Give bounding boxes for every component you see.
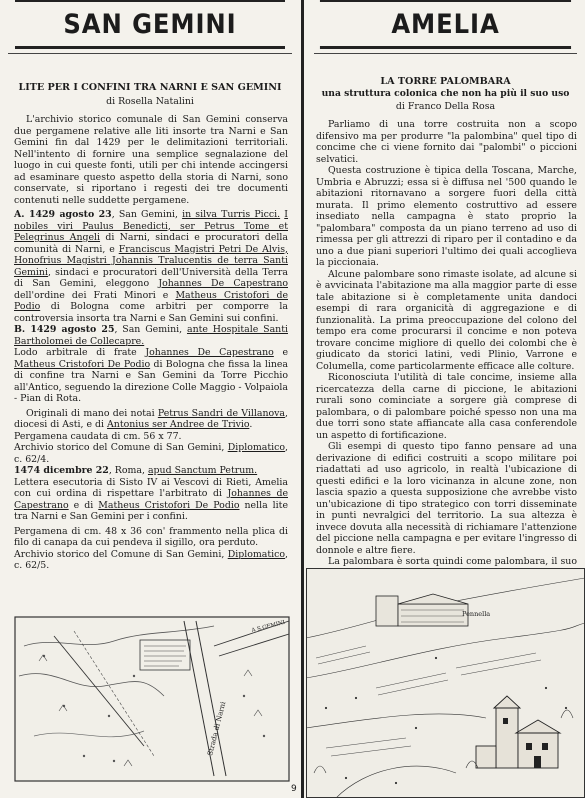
article-subtitle-right: una struttura colonica che non ha più il suo uso: [321, 88, 570, 99]
paragraph-5: Gli esempi di questo tipo fanno pensare ad una derivazione di edifici costruiti a scopo militare poi riadattati ad uso agricolo, in realtà l'ubicazione di questi edifici e la loro vicinanza in alcune zone, non lascia spazio a questa supposizione che avrebbe visto un'ubicazione di tipo strategico con torri disseminate in punti nevralgici del territorio. La sua altezza è invece dovuta alla necessità di richiamare l'attenzione del piccione nella campagna e per evitare l'ingresso di donnole e altre fiere.: [316, 441, 577, 556]
article-author-left: di Rosella Natalini: [106, 96, 194, 107]
originals-note: Originali di mano dei notai Petrus Sandri de Villanova, diocesi di Asti, e di Antonius ser Andree de Trivio.: [14, 407, 289, 430]
document-c: 1474 dicembre 22, Roma, apud Sanctum Petrum.: [14, 465, 258, 476]
document-b-body: Lodo arbitrale di frate Johannes De Capestrano e Matheus Cristofori De Podio di Bologna che fissa la linea di confine tra Narni e San Gemini da Torre Picchio all'Antico, seguendo la direzione Colle Maggio - Volpaiola - Pian di Rota.: [14, 347, 289, 404]
archive-ref-1: Archivio storico del Comune di San Gemini, Diplomatico, c. 62/4.: [14, 442, 288, 465]
article-body-left: [0, 114, 300, 572]
banner-rule: [8, 53, 292, 54]
paragraph-1: Parliamo di una torre costruita non a scopo difensivo ma per produrre "la palombina" quel tipo di concime che ci viene fornito dai "palombi" o piccioni selvatici.: [316, 119, 577, 165]
document-c-body: Lettera esecutoria di Sisto IV ai Vescovi di Rieti, Amelia con cui ordina di rispettare l'arbitrato di Johannes de Capestrano e di Matheus Cristofori De Podio nella lite tra Narni e San Gemini per i confini.: [14, 476, 288, 522]
intro-paragraph: L'archivio storico comunale di San Gemini conserva due pergamene relative alle liti insorte tra Narni e San Gemini fin dal 1429 per le delimitazioni territoriali. Nell'intento di fornire una semplice segnalazione del luogo in cui queste fonti, utili per chi intende accingersi ad esaminare questo aspetto della storia di Narni, sono conservate, si riportano i regesti dei tre documenti contenuti nelle suddette pergamene.: [14, 114, 288, 206]
column-divider: [301, 0, 304, 798]
paragraph-4: Riconosciuta l'utilità di tale concime, insieme alla ricercatezza della carne di piccione, le abitazioni rurali sono cominciate a sorgere già comprese di palombara, o di palombare poiché spesso non una ma due torri sono state affiancate alla casa conferendole un aspetto di fortificazione.: [316, 372, 577, 441]
banner-rule: [314, 53, 577, 54]
section-banner-san-gemini: SAN GEMINI: [15, 0, 285, 49]
drawing-label-pennella: Pennella: [462, 610, 491, 618]
boundary-map-sketch: [14, 616, 290, 782]
paragraph-2: Questa costruzione è tipica della Toscana, Marche, Umbria e Abruzzi; essa si è diffusa nel '500 quando le abitazioni ritornavano a sorgere fuori della città murata. Il primo elemento costruttivo ad essere insediato nella campagna è stato proprio la "palombara" composta da un piano terreno ad uso di rimessa per gli attrezzi di riparo per il contadino e da uno a due piani superiori l'ultimo dei quali accoglieva la piccionaia.: [316, 165, 577, 268]
article-title-left: LITE PER I CONFINI TRA NARNI E SAN GEMINI: [18, 82, 282, 93]
document-a: A. 1429 agosto 23, San Gemini, in silva Turris Picci. I nobiles viri Paulus Benedicti, ser Petrus Tome et Pelegrinus Angeli di Narni, sindaci e procuratori della comunità di Narni, e Franciscus Magistri Petri De Alvis, Honofrius Magistri Johannis Tralucentis de terra Santi Gemini, sindaci e procuratori dell'Università della Terra di San Gemini, eleggono Johannes De Capestrano dell'ordine dei Frati Minori e Matheus Cristofori de Podio di Bologna come arbitri per comporre la controversia insorta tra Narni e San Gemini sui confini.: [14, 209, 289, 324]
document-b: B. 1429 agosto 25, San Gemini, ante Hospitale Santi Bartholomei de Collecapre.: [14, 324, 288, 347]
torre-palombara-drawing: [306, 568, 585, 798]
map-label-narni-road: Strada di Narni: [206, 700, 228, 757]
page-number: 9: [291, 784, 297, 794]
article-title-right: LA TORRE PALOMBARA: [380, 76, 511, 87]
article-body-right: [306, 119, 585, 591]
section-banner-amelia: AMELIA: [320, 0, 571, 49]
map-label-san-gemini: A S.GEMINI: [251, 619, 286, 634]
pergamena-1: Pergamena caudata di cm. 56 x 77.: [14, 430, 182, 442]
paragraph-6: La palombara è sorta quindi come palombara, il suo: [328, 556, 577, 567]
pergamena-2: Pergamena di cm. 48 x 36 con' frammento nella plica di filo di canapa da cui pendeva il sigillo, ora perduto.: [14, 525, 288, 548]
paragraph-3: Alcune palombare sono rimaste isolate, ad alcune si è avvicinata l'abitazione ma alla maggior parte di esse tale abitazione si è completamente unita dandoci esempi di rara organicità di aggregazione e di funzionalità. La prima preoccupazione del colono del tempo era come procurarsi il concime e non poteva trovare concime migliore di quello dei colombi che è giudicato da storici latini, vedi Plinio, Varrone e Columella, come particolarmente efficace alle colture.: [316, 268, 577, 372]
archive-ref-2: Archivio storico del Comune di San Gemini, Diplomatico, c. 62/5.: [14, 548, 288, 571]
article-author-right: di Franco Della Rosa: [395, 101, 496, 112]
